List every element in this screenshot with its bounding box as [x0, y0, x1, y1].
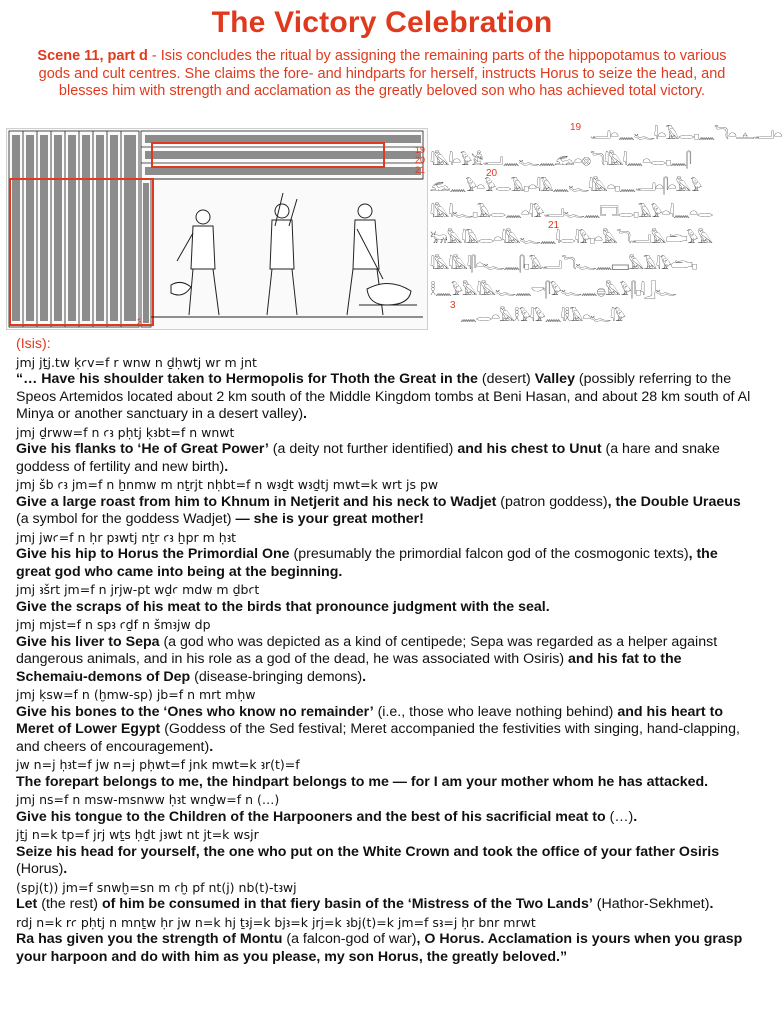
hieroglyphic-text [430, 122, 782, 332]
glyph-marker-3: 3 [450, 300, 456, 311]
translation-text: Give his hip to Horus the Primordial One [16, 546, 290, 562]
scene-intro [24, 48, 740, 101]
translation-note: (a hare and snake goddess of fertility and new birth) [16, 441, 720, 475]
translation-text: , the great god who came into being at the beginning. [16, 546, 718, 580]
translation-text: . [709, 896, 714, 912]
scene-label: Scene 11, part d [37, 48, 148, 64]
translation-note: (patron goddess) [496, 493, 608, 510]
translation-line [16, 494, 752, 529]
translation-note: (Horus) [16, 861, 64, 877]
translation-note: (the rest) [37, 896, 102, 912]
glyph-line: 𓇋𓅓𓇋𓏏𓅱𓀀𓂝𓈖𓆑𓈖𓃹𓏏𓊖𓆓𓇋𓅓𓇋𓈖𓏏𓂋𓊪𓈖𓋴 [430, 153, 691, 169]
translation-note: (disease-bringing demons) [190, 668, 363, 685]
transliteration-line: jw n=j ḥꜣt=f jw n=j pḥwt=f jnk mwt=k ꜣr(t)=f [16, 757, 300, 772]
transliteration-line: (spj(t)) jm=f snwḫ=sn m ꜥḫ pf nt(j) nb(t)-tꜣwj [16, 879, 297, 895]
translation-text: Ra has given you the strength of Montu [16, 931, 283, 947]
translation-text: and his heart to Meret of Lower Egypt [16, 703, 723, 737]
relief-drawing [6, 128, 428, 330]
transliteration-line: jmj ns=f n msw-msnww ḥꜣt wnḏw=f n (…) [16, 792, 280, 807]
translation-note: (desert) [477, 371, 535, 387]
translation-text: Give a large roast from him to Khnum in Netjerit and his neck to Wadjet [16, 493, 497, 510]
translation-line [16, 844, 752, 879]
translation-text: Valley [534, 371, 575, 387]
translation-note: (a deity not further identified) [268, 441, 458, 457]
glyph-marker-19: 19 [570, 122, 582, 133]
translation-line [16, 931, 752, 966]
translation-line [16, 634, 752, 687]
page-title: The Victory Celebration [211, 6, 553, 39]
translation-text: . [362, 668, 367, 685]
glyph-line: 𓃹𓈖𓅱𓏏𓅱𓂋𓄿𓊪𓏏𓇋𓄿𓈖𓆑𓇋𓅓𓏏𓊪𓈖𓂝𓏏𓋴𓏏𓅓𓅱 [430, 179, 702, 195]
passage-list [16, 354, 752, 967]
transliteration-line: rdj n=k rꜥ pḥtj n mnṯw ḥr jw n=k hj ṯꜣj=k bjꜣ=k jrj=k ꜣbj(t)=k jm=f sꜣ=j ḥr bnr mrwt [16, 914, 536, 930]
glyph-line: 𓇋𓅓𓇋𓅓𓇋𓋴𓏏𓆑𓈖𓋴𓊪𓄿𓂝𓆓𓆑𓈖𓈙𓅓𓄿𓇋𓅱𓂧𓊪 [430, 257, 697, 273]
transliteration-line: jmj jṯj.tw ḳꜥv=f r wnw n ḏḥwtj wr m jnt [16, 354, 257, 370]
relief-line-number: 3 [137, 317, 143, 327]
translation-text: and his fat to the Schemaiu-demons of Dep [16, 651, 682, 685]
translation-text: and his chest to Unut [457, 441, 602, 457]
translation-text: . [209, 738, 214, 755]
transliteration-line: jmj jwꜥ=f n ḥr pꜣwtj nṯr ꜥꜣ ẖpr m ḥꜣt [16, 529, 237, 545]
transliteration-line: jmj mjst=f n spꜣ ꜥḏf n šmꜣjw dp [16, 617, 211, 632]
relief-line-number: 21 [415, 165, 426, 175]
translation-text: Give his liver to Sepa [16, 633, 160, 650]
glyph-line: 𓃒𓅓𓇋𓄿𓂋𓏏𓇋𓅓𓆑𓈖𓇋𓂋𓇋𓅱𓊪𓏏𓅓𓆓𓂝𓅓𓂧𓅱𓅓 [430, 231, 713, 247]
translation-line [16, 599, 752, 617]
translation-line [16, 546, 752, 581]
transliteration-line: jmj ḏrww=f n ꜥꜣ pḥtj ḳꜣbt=f n wnwt [16, 424, 235, 440]
translation-text: — she is your great mother! [235, 511, 424, 527]
transliteration-line: jmj ꜣšrt jm=f n jrjw-pt wḏꜥ mdw m ḏbꜥt [16, 582, 260, 597]
translation-text: Give the scraps of his meat to the birds that pronounce judgment with the seal. [16, 598, 550, 615]
translation-line [16, 704, 752, 757]
translation-text: . [224, 458, 229, 475]
scene-description: - Isis concludes the ritual by assigning the remaining parts of the hippopotamus to various gods and cult centres. She claims the fore- and hindparts for herself, instructs Horus to seize the head, and blesses him with strength and acclamation as the greatly beloved son who has achieved total victory. [38, 48, 727, 99]
translation-note: (…) [605, 808, 634, 825]
figure-row [6, 122, 782, 332]
translation-line [16, 809, 752, 827]
translation-text: The forepart belongs to me, the hindpart belongs to me — for I am your mother whom he has attacked. [16, 773, 709, 790]
translation-line [16, 441, 752, 476]
translation-note: (a symbol for the goddess Wadjet) [16, 511, 236, 527]
translation-text: “… Have his shoulder taken to Hermopolis for Thoth the Great in the [16, 371, 478, 387]
translation-note: (presumably the primordial falcon god of the cosmogonic texts) [289, 546, 689, 562]
glyph-marker-20: 20 [486, 168, 498, 179]
translation-text: Let [16, 896, 38, 912]
relief-line-number: 20 [415, 155, 426, 165]
translation-note: (Hathor-Sekhmet) [592, 896, 710, 912]
glyph-line: 𓂝𓏏𓈖𓆑𓇋𓏏𓄿𓂋𓊪𓈖𓆓𓏏𓊵𓂝𓏏 [590, 127, 782, 143]
translation-line [16, 896, 752, 914]
relief-line-number: 19 [415, 145, 426, 155]
translation-note: (a falcon-god of war) [282, 931, 417, 947]
glyph-line: 𓇋𓅓𓇋𓆑𓊪𓄿𓂋𓈖𓏏𓇋𓅱𓂝𓆑𓈖𓉐𓂋𓊪𓄿𓅱𓏏𓇋𓈖𓏏𓂋 [430, 205, 713, 221]
glyph-marker-21: 21 [548, 220, 560, 231]
translation-line [16, 774, 752, 792]
translation-note: (a god who was depicted as a kind of centipede; Sepa was regarded as a helper against dangerous animals, and in his role as a god of the dead, he was associated with Osiris) [16, 633, 718, 667]
transliteration-line: jmj šb ꜥꜣ jm=f n ẖnmw m nṯrjt nḥbt=f n wꜣḏt wꜣḏtj mwt=k wrt js pw [16, 477, 439, 492]
translation-note: (i.e., those who leave nothing behind) [373, 703, 618, 720]
translation-text: Seize his head for yourself, the one who put on the White Crown and took the office of your father Osiris [16, 843, 720, 860]
translation-text: . [63, 861, 68, 877]
translation-note: (possibly referring to the Speos Artemidos located about 2 km south of the Middle Kingdom tombs at Beni Hasan, and about 28 km south of Al Minya or another sanctuary in a desert valley) [16, 371, 751, 422]
glyph-line: 𓈖𓂋𓏏𓅓𓎛𓅱𓇋𓅱𓈖𓇋𓎛𓄿𓏏𓆑𓇋𓅱 [460, 309, 625, 325]
translation-text: Give his flanks to ‘He of Great Power’ [16, 441, 269, 457]
translation-line [16, 371, 752, 424]
translation-text: of him be consumed in that fiery basin of the ‘Mistress of the Two Lands’ [101, 896, 593, 912]
translation-text: . [633, 808, 638, 825]
glyph-line: 𓎛𓈖𓅱𓅓𓇋𓅓𓆑𓈖𓎡𓋴𓅱𓆑𓈖𓐍𓅓𓅱𓋴𓊪𓇋𓃀𓆑 [430, 283, 676, 299]
relief-illustration [7, 129, 427, 329]
translation-text: Give his bones to the ‘Ones who know no remainder’ [16, 703, 374, 720]
translation-text: , the Double Uraeus [607, 493, 741, 510]
translation-text: Give his tongue to the Children of the Harpooners and the best of his sacrificial meat to [16, 808, 606, 825]
translation-body [16, 336, 752, 966]
transliteration-line: jṯj n=k tp=f jrj wṯs ḥḏt jꜣwt nt jt=k wsjr [16, 827, 259, 842]
speaker-label: (Isis): [16, 336, 51, 352]
translation-text: , O Horus. Acclamation is yours when you grasp your harpoon and do with him as you please, my son Horus, the greatly beloved.” [16, 931, 743, 965]
translation-note: (Goddess of the Sed festival; Meret accompanied the festivities with singing, hand-clapping, and cheers of encouragement) [16, 721, 740, 755]
translation-text: . [303, 406, 307, 422]
transliteration-line: jmj ḳsw=f n (ḫmw-sp) jb=f n mrt mḥw [16, 687, 256, 702]
